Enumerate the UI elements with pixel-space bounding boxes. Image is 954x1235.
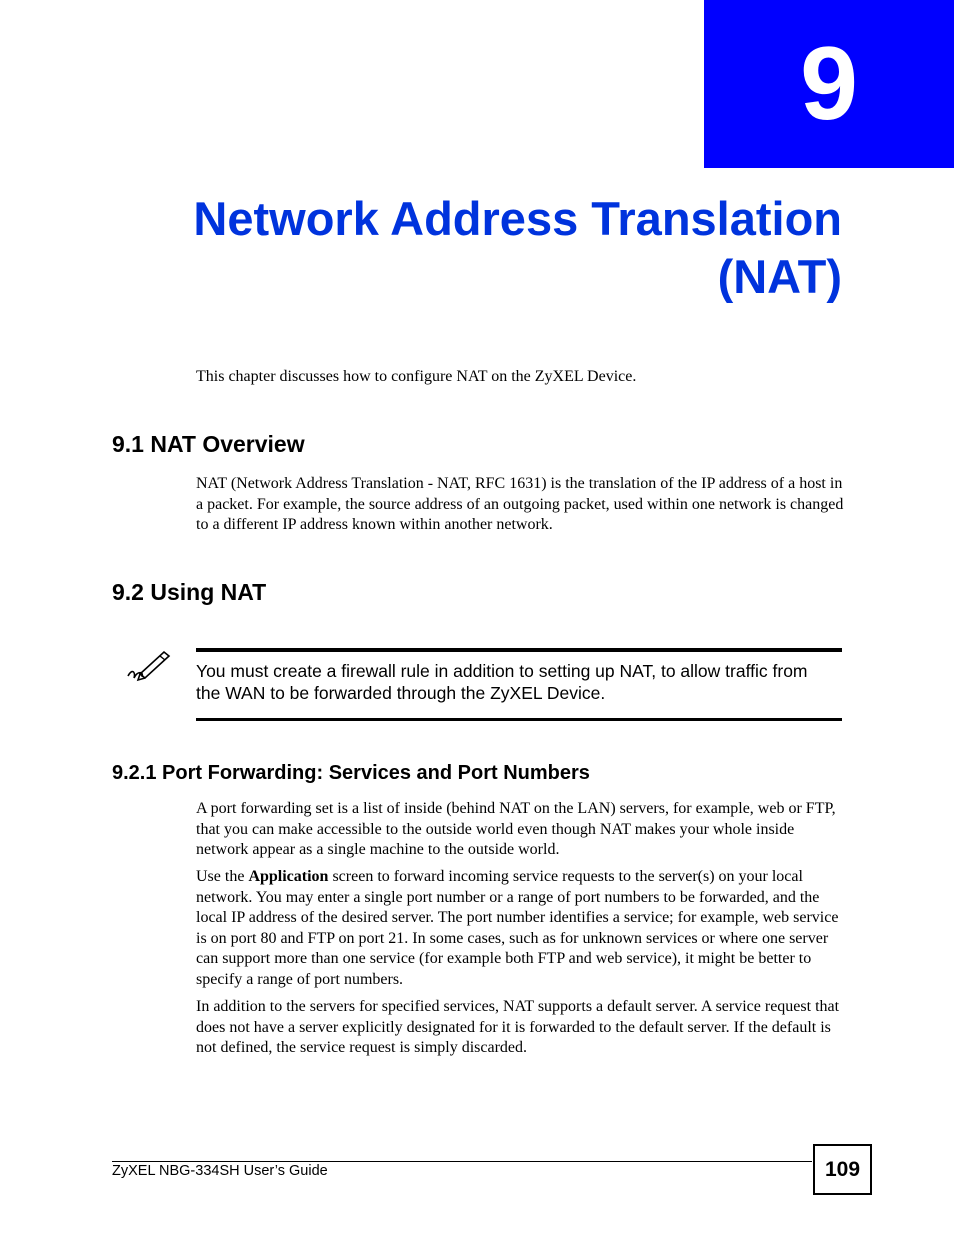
nat-overview-paragraph: NAT (Network Address Translation - NAT, RFC 1631) is the translation of the IP address of a host in a packet. For example, the source address of an outgoing packet, used within one network is changed to a different IP address known within another network. xyxy=(196,475,844,533)
intro-paragraph: This chapter discusses how to configure NAT on the ZyXEL Device. xyxy=(196,368,637,385)
chapter-title-line-1: Network Address Translation xyxy=(193,192,842,245)
chapter-title xyxy=(142,190,842,306)
para2-prefix: Use the xyxy=(196,868,249,885)
chapter-number: 9 xyxy=(800,26,858,142)
port-forwarding-paragraph-1: A port forwarding set is a list of inside (behind NAT on the LAN) servers, for example, web or FTP, that you can make accessible to the outside world even though NAT makes your whole inside network appear as a single machine to the outside world. xyxy=(196,800,836,858)
section-heading-9-1: 9.1 NAT Overview xyxy=(112,431,305,457)
chapter-title-line-2: (NAT) xyxy=(717,250,842,303)
port-forwarding-paragraph-3: In addition to the servers for specified services, NAT supports a default server. A service request that does not have a server explicitly designated for it is forwarded to the default server. If the default is not defined, the service request is simply discarded. xyxy=(196,998,840,1056)
port-forwarding-paragraph-2 xyxy=(196,867,846,990)
application-screen-name: Application xyxy=(248,868,329,885)
para2-rest: screen to forward incoming service requests to the server(s) on your local network. You may enter a single port number or a range of port numbers to be forwarded, and the local IP address of the desired server. The port number identifies a service; for example, web service is on port 80 and FTP on port 21. In some cases, such as for unknown services or where one server can support more than one service (for example both FTP and web service), it might be better to specify a range of port numbers. xyxy=(196,868,839,988)
pen-writing-icon xyxy=(124,646,172,682)
chapter-number-box xyxy=(704,0,954,168)
page-number: 109 xyxy=(813,1144,872,1195)
section-heading-9-2-1: 9.2.1 Port Forwarding: Services and Port Numbers xyxy=(112,762,590,784)
section-heading-9-2: 9.2 Using NAT xyxy=(112,579,267,605)
note-bottom-rule xyxy=(196,718,842,721)
note-text: You must create a firewall rule in addition to setting up NAT, to allow traffic from the WAN to be forwarded through the ZyXEL Device. xyxy=(196,661,808,703)
note-top-rule xyxy=(196,648,842,652)
footer-guide-title: ZyXEL NBG-334SH User’s Guide xyxy=(112,1163,328,1179)
